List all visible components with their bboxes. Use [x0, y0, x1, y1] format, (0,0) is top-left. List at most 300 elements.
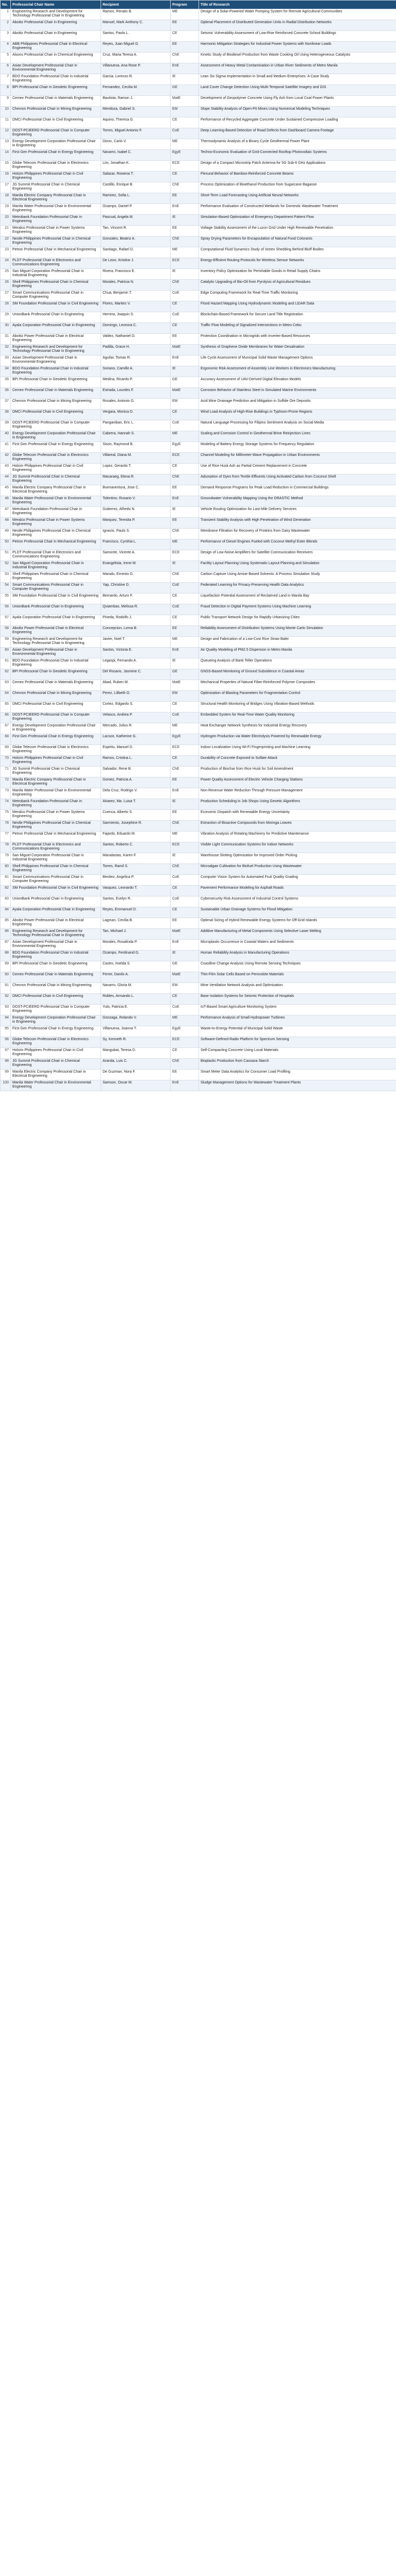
cell-chair-name: Metrobank Foundation Professorial Chair in Engineering	[11, 215, 101, 226]
table-row[interactable]	[1, 702, 396, 713]
table-row[interactable]	[1, 864, 396, 875]
cell-no: 57	[1, 615, 11, 626]
cell-chair-name: Asian Development Professorial Chair in Environmental Engineering	[11, 648, 101, 658]
cell-chair-name: Aboitiz Professorial Chair in Engineering	[11, 20, 101, 31]
cell-recipient: Rosales, Antonio G.	[101, 399, 171, 410]
cell-program: IE	[171, 269, 199, 280]
cell-no: 38	[1, 410, 11, 420]
cell-program: CE	[171, 702, 199, 713]
cell-research-title: Energy-Efficient Routing Protocols for Wireless Sensor Networks	[199, 258, 396, 269]
cell-chair-name: Petron Professorial Chair in Mechanical Engineering	[11, 832, 101, 842]
cell-recipient: Aranda, Luis C.	[101, 1059, 171, 1070]
cell-research-title: Accuracy Assessment of UAV-Derived Digital Elevation Models	[199, 377, 396, 388]
cell-no: 41	[1, 442, 11, 453]
cell-program: ChE	[171, 474, 199, 485]
cell-chair-name: Manila Water Professorial Chair in Environmental Engineering	[11, 1080, 101, 1091]
cell-no: 9	[1, 96, 11, 107]
cell-research-title: Computer Vision System for Automated Fruit Quality Grading	[199, 875, 396, 886]
table-row[interactable]	[1, 388, 396, 399]
cell-chair-name: First Gen Professorial Chair in Energy Engineering	[11, 734, 101, 745]
table-row[interactable]	[1, 961, 396, 972]
cell-program: IE	[171, 215, 199, 226]
cell-chair-name: Energy Development Corporation Professorial Chair in Engineering	[11, 431, 101, 442]
cell-recipient: Torres, Ramil S.	[101, 864, 171, 875]
cell-no: 91	[1, 983, 11, 994]
cell-research-title: Smart Meter Data Analytics for Consumer Load Profiling	[199, 1070, 396, 1080]
cell-no: 60	[1, 648, 11, 658]
table-row[interactable]	[1, 745, 396, 756]
cell-program: ECE	[171, 258, 199, 269]
cell-chair-name: BDO Foundation Professorial Chair in Industrial Engineering	[11, 366, 101, 377]
table-row[interactable]	[1, 886, 396, 896]
cell-recipient: Lacson, Katherine G.	[101, 734, 171, 745]
cell-recipient: Legaspi, Fernando A.	[101, 658, 171, 669]
cell-chair-name: Energy Development Corporation Professorial Chair in Engineering	[11, 1015, 101, 1026]
cell-chair-name: Holcim Philippines Professorial Chair in Civil Engineering	[11, 756, 101, 767]
cell-research-title: Channel Modeling for Millimeter-Wave Propagation in Urban Environments	[199, 453, 396, 464]
cell-program: IE	[171, 507, 199, 518]
table-row[interactable]	[1, 301, 396, 312]
cell-no: 40	[1, 431, 11, 442]
cell-research-title: Indoor Localization Using Wi-Fi Fingerprinting and Machine Learning	[199, 745, 396, 756]
cell-chair-name: JG Summit Professorial Chair in Chemical Engineering	[11, 182, 101, 193]
cell-chair-name: San Miguel Corporation Professorial Chair in Industrial Engineering	[11, 561, 101, 572]
cell-recipient: Macaraeg, Elena R.	[101, 474, 171, 485]
cell-research-title: Performance of Diesel Engines Fueled with Coconut Methyl Ester Blends	[199, 539, 396, 550]
cell-no: 76	[1, 821, 11, 832]
cell-chair-name: San Miguel Corporation Professorial Chair in Industrial Engineering	[11, 269, 101, 280]
cell-chair-name: Manila Water Professorial Chair in Environmental Engineering	[11, 204, 101, 215]
cell-research-title: Inventory Policy Optimization for Perishable Goods in Retail Supply Chains	[199, 269, 396, 280]
cell-recipient: Sarmiento, Josephine R.	[101, 821, 171, 832]
cell-chair-name: UnionBank Professorial Chair in Engineering	[11, 896, 101, 907]
table-row[interactable]	[1, 507, 396, 518]
table-row[interactable]	[1, 291, 396, 301]
cell-program: IE	[171, 951, 199, 961]
table-row[interactable]	[1, 1059, 396, 1070]
table-row[interactable]	[1, 161, 396, 172]
cell-chair-name: First Gen Professorial Chair in Energy Engineering	[11, 1026, 101, 1037]
table-row[interactable]	[1, 713, 396, 723]
cell-no: 73	[1, 788, 11, 799]
table-row[interactable]	[1, 615, 396, 626]
cell-no: 20	[1, 215, 11, 226]
table-row[interactable]	[1, 74, 396, 85]
cell-research-title: Deep Learning-Based Detection of Road Defects from Dashboard Camera Footage	[199, 128, 396, 139]
cell-recipient: Ramos, Renato B.	[101, 9, 171, 20]
cell-no: 61	[1, 658, 11, 669]
table-row[interactable]	[1, 172, 396, 182]
cell-chair-name: DMCI Professorial Chair in Civil Engineering	[11, 410, 101, 420]
cell-recipient: Evangelista, Irene M.	[101, 561, 171, 572]
table-row[interactable]	[1, 399, 396, 410]
cell-program: EE	[171, 20, 199, 31]
table-row[interactable]	[1, 777, 396, 788]
table-row[interactable]	[1, 474, 396, 485]
cell-program: EnE	[171, 788, 199, 799]
cell-research-title: Durability of Concrete Exposed to Sulfate Attack	[199, 756, 396, 767]
table-row[interactable]	[1, 810, 396, 821]
table-row[interactable]	[1, 204, 396, 215]
table-row[interactable]	[1, 334, 396, 345]
cell-no: 78	[1, 842, 11, 853]
cell-research-title: Liquefaction Potential Assessment of Reclaimed Land in Manila Bay	[199, 594, 396, 604]
cell-no: 12	[1, 128, 11, 139]
cell-recipient: Bautista, Ramon J.	[101, 96, 171, 107]
cell-chair-name: DOST-PCIEERD Professorial Chair in Computer Engineering	[11, 128, 101, 139]
cell-chair-name: Shell Philippines Professorial Chair in Chemical Engineering	[11, 280, 101, 291]
cell-program: MatE	[171, 929, 199, 940]
cell-research-title: Groundwater Vulnerability Mapping Using the DRASTIC Method	[199, 496, 396, 507]
table-row[interactable]	[1, 377, 396, 388]
cell-no: 71	[1, 767, 11, 777]
cell-chair-name: BPI Professorial Chair in Geodetic Engineering	[11, 377, 101, 388]
cell-research-title: Acid Mine Drainage Prediction and Mitigation in Sulfide Ore Deposits	[199, 399, 396, 410]
cell-no: 35	[1, 377, 11, 388]
cell-chair-name: Manila Electric Company Professorial Chair in Electrical Engineering	[11, 1070, 101, 1080]
cell-recipient: Dela Cruz, Rodrigo V.	[101, 788, 171, 799]
table-row[interactable]	[1, 247, 396, 258]
cell-research-title: Lean Six Sigma Implementation in Small and Medium Enterprises: A Case Study	[199, 74, 396, 85]
table-row[interactable]	[1, 258, 396, 269]
cell-program: ECE	[171, 550, 199, 561]
table-row[interactable]	[1, 117, 396, 128]
cell-recipient: Lim, Jonathan K.	[101, 161, 171, 172]
table-row[interactable]	[1, 604, 396, 615]
cell-recipient: Alvarez, Ma. Luisa T.	[101, 799, 171, 810]
table-row[interactable]	[1, 561, 396, 572]
cell-chair-name: Smart Communications Professorial Chair in Computer Engineering	[11, 291, 101, 301]
cell-program: EnE	[171, 940, 199, 951]
table-row[interactable]	[1, 539, 396, 550]
table-row[interactable]	[1, 107, 396, 117]
table-row[interactable]	[1, 907, 396, 918]
cell-research-title: Federated Learning for Privacy-Preserving Health Data Analytics	[199, 583, 396, 594]
table-row[interactable]	[1, 280, 396, 291]
professorial-chair-table	[0, 0, 396, 1091]
table-row[interactable]	[1, 9, 396, 20]
table-row[interactable]	[1, 691, 396, 702]
cell-chair-name: Meralco Professorial Chair in Power Systems Engineering	[11, 518, 101, 529]
cell-chair-name: DMCI Professorial Chair in Civil Engineering	[11, 117, 101, 128]
cell-recipient: Mercado, Julius R.	[101, 723, 171, 734]
cell-recipient: Tan, Vincent R.	[101, 226, 171, 236]
cell-chair-name: Alsons Professorial Chair in Chemical Engineering	[11, 53, 101, 63]
table-row[interactable]	[1, 1048, 396, 1059]
cell-research-title: Edge Computing Framework for Real-Time Traffic Monitoring	[199, 291, 396, 301]
table-row[interactable]	[1, 366, 396, 377]
cell-recipient: Reyes, Juan Miguel D.	[101, 42, 171, 53]
cell-research-title: Software-Defined Radio Platform for Spectrum Sensing	[199, 1037, 396, 1048]
table-row[interactable]	[1, 756, 396, 767]
table-row[interactable]	[1, 1080, 396, 1091]
cell-research-title: Base Isolation Systems for Seismic Protection of Hospitals	[199, 994, 396, 1005]
cell-no: 69	[1, 745, 11, 756]
table-row[interactable]	[1, 723, 396, 734]
cell-chair-name: Aboitiz Professorial Chair in Engineering	[11, 31, 101, 42]
cell-no: 15	[1, 161, 11, 172]
table-row[interactable]	[1, 680, 396, 691]
table-row[interactable]	[1, 518, 396, 529]
cell-recipient: Santos, Victoria E.	[101, 648, 171, 658]
table-row[interactable]	[1, 410, 396, 420]
cell-chair-name: Aboitiz Power Professorial Chair in Electrical Engineering	[11, 626, 101, 637]
table-row[interactable]	[1, 63, 396, 74]
table-row[interactable]	[1, 420, 396, 431]
cell-chair-name: JG Summit Professorial Chair in Chemical Engineering	[11, 474, 101, 485]
cell-program: ME	[171, 139, 199, 150]
cell-chair-name: Ayala Corporation Professorial Chair in Engineering	[11, 323, 101, 334]
cell-program: GE	[171, 669, 199, 680]
table-row[interactable]	[1, 453, 396, 464]
cell-recipient: Perez, Lilibeth O.	[101, 691, 171, 702]
table-row[interactable]	[1, 312, 396, 323]
column-header-recipient[interactable]: Recipient	[101, 1, 171, 9]
cell-program: ME	[171, 723, 199, 734]
cell-recipient: Domingo, Leonora C.	[101, 323, 171, 334]
cell-program: ChE	[171, 236, 199, 247]
table-row[interactable]	[1, 658, 396, 669]
cell-program: IE	[171, 658, 199, 669]
cell-program: MatE	[171, 972, 199, 983]
cell-program: ME	[171, 832, 199, 842]
table-row[interactable]	[1, 85, 396, 96]
cell-chair-name: Petron Professorial Chair in Mechanical Engineering	[11, 539, 101, 550]
table-row[interactable]	[1, 767, 396, 777]
cell-no: 16	[1, 172, 11, 182]
cell-program: CE	[171, 594, 199, 604]
table-row[interactable]	[1, 345, 396, 355]
cell-chair-name: Chevron Professorial Chair in Mining Engineering	[11, 107, 101, 117]
cell-program: CE	[171, 410, 199, 420]
table-row[interactable]	[1, 20, 396, 31]
cell-research-title: Performance Analysis of Small Hydropower Turbines	[199, 1015, 396, 1026]
table-row[interactable]	[1, 940, 396, 951]
cell-research-title: Vehicle Routing Optimization for Last-Mile Delivery Services	[199, 507, 396, 518]
cell-chair-name: Nestle Philippines Professorial Chair in Chemical Engineering	[11, 529, 101, 539]
cell-recipient: Abad, Ruben M.	[101, 680, 171, 691]
cell-research-title: Transient Stability Analysis with High Penetration of Wind Generation	[199, 518, 396, 529]
cell-no: 28	[1, 301, 11, 312]
cell-research-title: Computational Fluid Dynamics Study of Vortex Shedding Behind Bluff Bodies	[199, 247, 396, 258]
cell-recipient: Flores, Marites V.	[101, 301, 171, 312]
cell-chair-name: Manila Electric Company Professorial Chair in Electrical Engineering	[11, 193, 101, 204]
table-row[interactable]	[1, 193, 396, 204]
column-header-chair[interactable]: Professorial Chair Name	[11, 1, 101, 9]
table-row[interactable]	[1, 994, 396, 1005]
cell-research-title: Ergonomic Risk Assessment of Assembly Line Workers in Electronics Manufacturing	[199, 366, 396, 377]
table-row[interactable]	[1, 550, 396, 561]
table-row[interactable]	[1, 215, 396, 226]
cell-program: CoE	[171, 896, 199, 907]
table-row[interactable]	[1, 150, 396, 161]
cell-research-title: GNSS-Based Monitoring of Ground Subsidence in Coastal Areas	[199, 669, 396, 680]
cell-no: 77	[1, 832, 11, 842]
table-row[interactable]	[1, 529, 396, 539]
cell-research-title: Production Scheduling in Job Shops Using Genetic Algorithms	[199, 799, 396, 810]
cell-no: 70	[1, 756, 11, 767]
table-row[interactable]	[1, 799, 396, 810]
table-row[interactable]	[1, 626, 396, 637]
table-row[interactable]	[1, 442, 396, 453]
cell-recipient: Benitez, Angelica P.	[101, 875, 171, 886]
table-row[interactable]	[1, 53, 396, 63]
cell-research-title: Synthesis of Graphene Oxide Membranes for Water Desalination	[199, 345, 396, 355]
cell-chair-name: Engineering Research and Development for Technology Professorial Chair in Engineering	[11, 9, 101, 20]
cell-research-title: Flood Hazard Mapping Using Hydrodynamic Modeling and LiDAR Data	[199, 301, 396, 312]
cell-no: 58	[1, 626, 11, 637]
table-row[interactable]	[1, 734, 396, 745]
cell-program: EE	[171, 626, 199, 637]
table-row[interactable]	[1, 496, 396, 507]
cell-no: 10	[1, 107, 11, 117]
table-row[interactable]	[1, 972, 396, 983]
cell-recipient: Ignacio, Paulo S.	[101, 529, 171, 539]
cell-no: 65	[1, 702, 11, 713]
table-row[interactable]	[1, 31, 396, 42]
table-row[interactable]	[1, 951, 396, 961]
column-header-title[interactable]: Title of Research	[199, 1, 396, 9]
table-row[interactable]	[1, 896, 396, 907]
cell-no: 80	[1, 864, 11, 875]
cell-chair-name: Chevron Professorial Chair in Mining Engineering	[11, 983, 101, 994]
table-row[interactable]	[1, 583, 396, 594]
table-row[interactable]	[1, 323, 396, 334]
table-row[interactable]	[1, 182, 396, 193]
cell-program: ECE	[171, 842, 199, 853]
cell-recipient: Torres, Miguel Antonio F.	[101, 128, 171, 139]
cell-research-title: Land Cover Change Detection Using Multi-Temporal Satellite Imagery and GIS	[199, 85, 396, 96]
table-row[interactable]	[1, 669, 396, 680]
cell-no: 14	[1, 150, 11, 161]
cell-recipient: Fernandez, Cecilia M.	[101, 85, 171, 96]
cell-recipient: Del Rosario, Jasmine C.	[101, 669, 171, 680]
table-row[interactable]	[1, 637, 396, 648]
table-row[interactable]	[1, 236, 396, 247]
table-row[interactable]	[1, 42, 396, 53]
column-header-program[interactable]: Program	[171, 1, 199, 9]
cell-chair-name: Holcim Philippines Professorial Chair in Civil Engineering	[11, 172, 101, 182]
cell-program: EnE	[171, 648, 199, 658]
table-row[interactable]	[1, 983, 396, 994]
cell-research-title: Heat Exchanger Network Synthesis for Industrial Energy Recovery	[199, 723, 396, 734]
cell-program: ECE	[171, 1037, 199, 1048]
cell-no: 39	[1, 420, 11, 431]
table-row[interactable]	[1, 1005, 396, 1015]
table-row[interactable]	[1, 96, 396, 107]
cell-no: 52	[1, 561, 11, 572]
cell-program: CoE	[171, 583, 199, 594]
column-header-no[interactable]: No.	[1, 1, 11, 9]
cell-program: GE	[171, 377, 199, 388]
cell-research-title: Traffic Flow Modeling of Signalized Intersections in Metro Cebu	[199, 323, 396, 334]
table-row[interactable]	[1, 128, 396, 139]
cell-research-title: Life Cycle Assessment of Municipal Solid Waste Management Options	[199, 355, 396, 366]
cell-chair-name: DOST-PCIEERD Professorial Chair in Computer Engineering	[11, 420, 101, 431]
cell-research-title: Natural Language Processing for Filipino Sentiment Analysis on Social Media	[199, 420, 396, 431]
table-row[interactable]	[1, 269, 396, 280]
cell-program: CoE	[171, 713, 199, 723]
cell-research-title: Hydrogen Production via Water Electrolysis Powered by Renewable Energy	[199, 734, 396, 745]
table-row[interactable]	[1, 842, 396, 853]
table-row[interactable]	[1, 648, 396, 658]
table-row[interactable]	[1, 464, 396, 474]
table-row[interactable]	[1, 485, 396, 496]
cell-chair-name: Ayala Corporation Professorial Chair in Engineering	[11, 907, 101, 918]
cell-recipient: Chua, Benjamin T.	[101, 291, 171, 301]
table-row[interactable]	[1, 226, 396, 236]
table-row[interactable]	[1, 929, 396, 940]
table-row[interactable]	[1, 355, 396, 366]
cell-recipient: Morales, Patricia N.	[101, 280, 171, 291]
cell-chair-name: Chevron Professorial Chair in Mining Engineering	[11, 691, 101, 702]
cell-chair-name: Manila Electric Company Professorial Chair in Electrical Engineering	[11, 485, 101, 496]
cell-program: CoE	[171, 312, 199, 323]
table-row[interactable]	[1, 832, 396, 842]
table-row[interactable]	[1, 875, 396, 886]
table-row[interactable]	[1, 139, 396, 150]
cell-program: ChE	[171, 529, 199, 539]
cell-no: 33	[1, 355, 11, 366]
cell-program: ChE	[171, 821, 199, 832]
table-row[interactable]	[1, 853, 396, 864]
cell-chair-name: Energy Development Corporation Professorial Chair in Engineering	[11, 723, 101, 734]
cell-recipient: Lopez, Gerardo T.	[101, 464, 171, 474]
cell-program: IE	[171, 561, 199, 572]
cell-chair-name: Engineering Research and Development for Technology Professorial Chair in Engineering	[11, 345, 101, 355]
table-row[interactable]	[1, 788, 396, 799]
cell-recipient: Medina, Ricardo P.	[101, 377, 171, 388]
cell-program: CE	[171, 994, 199, 1005]
table-row[interactable]	[1, 431, 396, 442]
cell-research-title: Optimal Placement of Distributed Generation Units in Radial Distribution Networks	[199, 20, 396, 31]
cell-research-title: Visible Light Communication Systems for Indoor Networks	[199, 842, 396, 853]
cell-recipient: Yulo, Patricia E.	[101, 1005, 171, 1015]
cell-no: 50	[1, 539, 11, 550]
cell-recipient: Santos, Roberto C.	[101, 842, 171, 853]
table-row[interactable]	[1, 1070, 396, 1080]
cell-program: ChE	[171, 572, 199, 583]
table-row[interactable]	[1, 1026, 396, 1037]
cell-chair-name: Metrobank Foundation Professorial Chair in Engineering	[11, 507, 101, 518]
table-row[interactable]	[1, 594, 396, 604]
cell-research-title: Warehouse Slotting Optimization for Improved Order Picking	[199, 853, 396, 864]
cell-no: 18	[1, 193, 11, 204]
cell-chair-name: Globe Telecom Professorial Chair in Electronics Engineering	[11, 453, 101, 464]
cell-research-title: Design of a Solar-Powered Water Pumping System for Remote Agricultural Communities	[199, 9, 396, 20]
cell-recipient: Navarro, Isabel C.	[101, 150, 171, 161]
table-row[interactable]	[1, 821, 396, 832]
cell-chair-name: SM Foundation Professorial Chair in Civil Engineering	[11, 301, 101, 312]
table-row[interactable]	[1, 1037, 396, 1048]
cell-research-title: IoT-Based Smart Agriculture Monitoring System	[199, 1005, 396, 1015]
cell-no: 4	[1, 42, 11, 53]
cell-program: CE	[171, 756, 199, 767]
cell-recipient: De Guzman, Nora F.	[101, 1070, 171, 1080]
cell-recipient: Ramirez, Sofia L.	[101, 193, 171, 204]
cell-no: 83	[1, 896, 11, 907]
cell-program: ChE	[171, 53, 199, 63]
cell-research-title: Blockchain-Based Framework for Secure Land Title Registration	[199, 312, 396, 323]
cell-program: EgyE	[171, 442, 199, 453]
cell-chair-name: Asian Development Professorial Chair in Environmental Engineering	[11, 940, 101, 951]
table-row[interactable]	[1, 1015, 396, 1026]
table-row[interactable]	[1, 918, 396, 929]
cell-program: MatE	[171, 388, 199, 399]
table-row[interactable]	[1, 572, 396, 583]
cell-recipient: Gonzaga, Rolando V.	[101, 1015, 171, 1026]
cell-no: 84	[1, 907, 11, 918]
